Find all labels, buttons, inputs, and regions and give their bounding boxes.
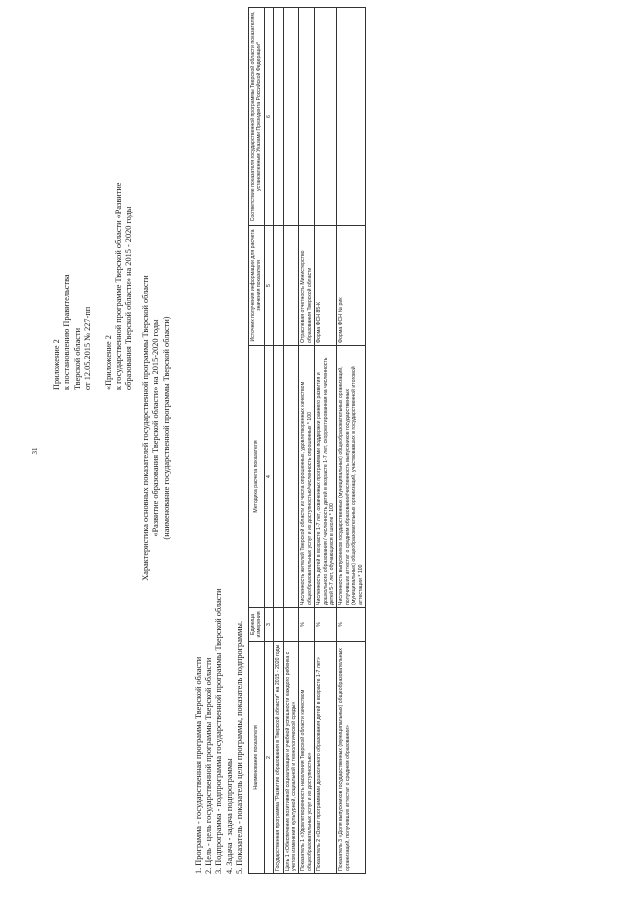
cell-method <box>274 346 283 608</box>
appendix-line-7: образования Тверской области» на 2015 - 2020 годы <box>124 206 134 390</box>
cell-unit: % <box>337 608 366 642</box>
header-conformity: Соответствие показателя государственной программы Тверской области показателям, установленным Указами Президента Российской Федерации* <box>249 8 265 226</box>
table-header-row <box>249 8 265 874</box>
cell-conformity <box>315 8 337 226</box>
cell-source <box>274 226 283 346</box>
table-row <box>299 8 315 874</box>
appendix-block <box>52 18 135 390</box>
column-number: 5 <box>264 226 273 346</box>
appendix-line-1: Приложение 2 <box>52 339 61 390</box>
abbreviations-legend <box>194 274 245 874</box>
heading-line-1: Характеристика основных показателей государственной программы Тверской области <box>141 275 150 581</box>
cell-unit <box>283 608 299 642</box>
legend-item: 4. Задача - задача подпрограммы <box>224 758 234 874</box>
appendix-line-3: Тверской области <box>72 327 82 390</box>
appendix-line-6: к государственной программе Тверской области «Развитие <box>114 182 124 390</box>
header-indicator-name: Наименование показателя <box>249 642 265 874</box>
legend-item: 1. Программа - государственная программа Тверской области <box>194 656 203 874</box>
table-body <box>264 8 365 874</box>
document-heading <box>141 148 172 708</box>
cell-indicator-name: Показатель 2 «Охват программами дошкольного образования детей в возрасте 1-7 лет» <box>315 642 337 874</box>
column-number: 3 <box>264 608 273 642</box>
heading-line-2: «Развитие образования Тверской области» на 2015-2020 годы <box>151 319 161 537</box>
cell-method: Численность выпускников государственных (муниципальных) общеобразовательных организаций, получивших аттестат о среднем образовании/численность выпускников государственных (муниципальных) общеобразовательных организаций, участвовавших в государственной итоговой аттестации * 100 <box>337 346 366 608</box>
column-number: 6 <box>264 8 273 226</box>
legend-item: 3. Подпрограмма - подпрограмма государственной программы Тверской области <box>214 588 224 874</box>
cell-indicator-name: Цель 1 «Обеспечение позитивной социализации и учебной успешности каждого ребенка с учетом изменения культурной, социальной и технологической среды» <box>283 642 299 874</box>
legend-item: 2. Цель - цель государственной программы Тверской области <box>204 657 214 874</box>
table-row <box>337 8 366 874</box>
cell-indicator-name: Показатель 3 «Доля выпускников государственных (муниципальных) общеобразовательных организаций, получивших аттестат о среднем образовании» <box>337 642 366 874</box>
cell-method <box>283 346 299 608</box>
cell-conformity <box>274 8 283 226</box>
rotated-document-content <box>48 8 608 878</box>
indicators-table <box>248 7 366 874</box>
table-row <box>283 8 299 874</box>
cell-method: Численность жителей Тверской области из числа опрошенных, удовлетворенных качеством общеобразовательных услуг и их доступностью/численность опрошенных * 100 <box>299 346 315 608</box>
cell-conformity <box>337 8 366 226</box>
appendix-line-5: «Приложение 2 <box>103 335 113 390</box>
cell-unit <box>274 608 283 642</box>
page-number: 31 <box>31 447 39 455</box>
cell-conformity <box>299 8 315 226</box>
heading-line-3: (наименование государственной программы Тверской области) <box>161 316 171 540</box>
header-unit: Единица измерения <box>249 608 265 642</box>
table-row <box>315 8 337 874</box>
cell-indicator-name: Показатель 1 «Удовлетворенность населения Тверской области качеством общеобразовательных услуг и их доступностью» <box>299 642 315 874</box>
cell-source: Форма ФСН № рик <box>337 226 366 346</box>
column-numbers-row <box>264 8 273 874</box>
header-source: Источник получения информации для расчета значения показателя <box>249 226 265 346</box>
table-row <box>274 8 283 874</box>
cell-indicator-name: Государственная программа "Развитие образования в Тверской области" на 2015 - 2020 годы <box>274 642 283 874</box>
appendix-line-4: от 12.05.2015 № 227-пп <box>83 306 93 390</box>
appendix-gap <box>94 18 104 390</box>
appendix-line-2: к постановлению Правительства <box>62 274 72 390</box>
cell-unit: % <box>299 608 315 642</box>
cell-source: Форма ФСН 85-К <box>315 226 337 346</box>
column-number: 2 <box>264 642 273 874</box>
cell-unit: % <box>315 608 337 642</box>
cell-source: Отраслевая отчетность Министерство образования Тверской области <box>299 226 315 346</box>
cell-source <box>283 226 299 346</box>
cell-method: Численность детей в возрасте 1-7 лет, охваченных программами поддержки раннего развития и дошкольного образования / численность детей в возрасте 1-7 лет, скорректированная на численность детей 5-7 лет, обучающихся в школе * 100 <box>315 346 337 608</box>
header-method: Методика расчета показателя <box>249 346 265 608</box>
cell-conformity <box>283 8 299 226</box>
legend-item: 5. Показатель - показатель цели программы, показатель подпрограммы. <box>234 620 244 874</box>
column-number: 4 <box>264 346 273 608</box>
